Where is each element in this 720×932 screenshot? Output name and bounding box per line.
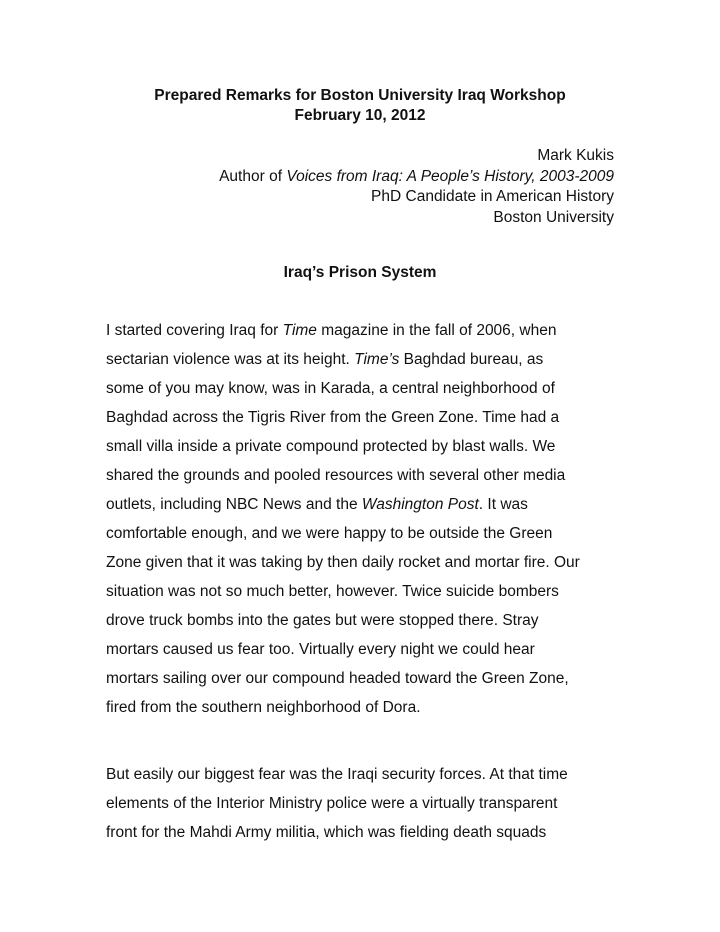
text-segment: mortars caused us fear too. Virtually every night we could hear bbox=[106, 641, 535, 658]
text-line bbox=[106, 316, 580, 345]
author-book-line bbox=[219, 167, 614, 188]
text-line bbox=[106, 403, 580, 432]
text-segment: comfortable enough, and we were happy to be outside the Green bbox=[106, 525, 553, 542]
text-line bbox=[106, 789, 568, 818]
text-segment: magazine in the fall of 2006, when bbox=[316, 322, 557, 339]
author-block bbox=[219, 146, 614, 228]
author-role: PhD Candidate in American History bbox=[371, 188, 614, 205]
text-segment: elements of the Interior Ministry police were a virtually transparent bbox=[106, 795, 558, 812]
text-line bbox=[106, 490, 580, 519]
text-segment: situation was not so much better, however. Twice suicide bombers bbox=[106, 583, 559, 600]
author-name: Mark Kukis bbox=[537, 147, 614, 164]
author-book-title: Voices from Iraq: A People’s History, 2003-2009 bbox=[286, 167, 614, 185]
text-segment: small villa inside a private compound protected by blast walls. We bbox=[106, 438, 556, 455]
text-segment: Zone given that it was taking by then daily rocket and mortar fire. Our bbox=[106, 554, 580, 571]
text-line bbox=[106, 432, 580, 461]
document-title: Prepared Remarks for Boston University Iraq Workshop bbox=[154, 87, 566, 104]
text-segment: drove truck bombs into the gates but were stopped there. Stray bbox=[106, 612, 539, 629]
text-segment: But easily our biggest fear was the Iraqi security forces. At that time bbox=[106, 766, 568, 783]
italic-text: Washington Post bbox=[361, 496, 479, 513]
author-book-prefix: Author of bbox=[219, 167, 287, 185]
text-line bbox=[106, 548, 580, 577]
text-line bbox=[106, 693, 580, 722]
section-title: Iraq’s Prison System bbox=[283, 264, 437, 281]
text-line bbox=[106, 519, 580, 548]
text-line bbox=[106, 345, 580, 374]
document-date: February 10, 2012 bbox=[294, 107, 426, 124]
text-segment: Baghdad across the Tigris River from the Green Zone. Time had a bbox=[106, 409, 560, 426]
paragraph-1 bbox=[106, 316, 580, 722]
text-line bbox=[106, 664, 580, 693]
text-line bbox=[106, 461, 580, 490]
italic-text: Time bbox=[282, 322, 317, 339]
text-line bbox=[106, 760, 568, 789]
text-segment: sectarian violence was at its height. bbox=[106, 351, 355, 368]
text-segment: . It was bbox=[478, 496, 528, 513]
text-segment: outlets, including NBC News and the bbox=[106, 496, 362, 513]
text-line bbox=[106, 635, 580, 664]
text-line bbox=[106, 818, 568, 847]
text-line bbox=[106, 374, 580, 403]
text-segment: shared the grounds and pooled resources with several other media bbox=[106, 467, 566, 484]
text-line bbox=[106, 577, 580, 606]
author-institution: Boston University bbox=[493, 208, 614, 226]
text-segment: fired from the southern neighborhood of Dora. bbox=[106, 699, 421, 716]
text-line bbox=[106, 606, 580, 635]
text-segment: mortars sailing over our compound headed toward the Green Zone, bbox=[106, 670, 569, 687]
text-segment: I started covering Iraq for bbox=[106, 322, 283, 339]
text-segment: front for the Mahdi Army militia, which was fielding death squads bbox=[106, 824, 547, 841]
text-segment: Baghdad bureau, as bbox=[399, 351, 544, 368]
italic-text: Time’s bbox=[354, 351, 400, 368]
paragraph-2 bbox=[106, 760, 568, 847]
text-segment: some of you may know, was in Karada, a central neighborhood of bbox=[106, 380, 555, 397]
